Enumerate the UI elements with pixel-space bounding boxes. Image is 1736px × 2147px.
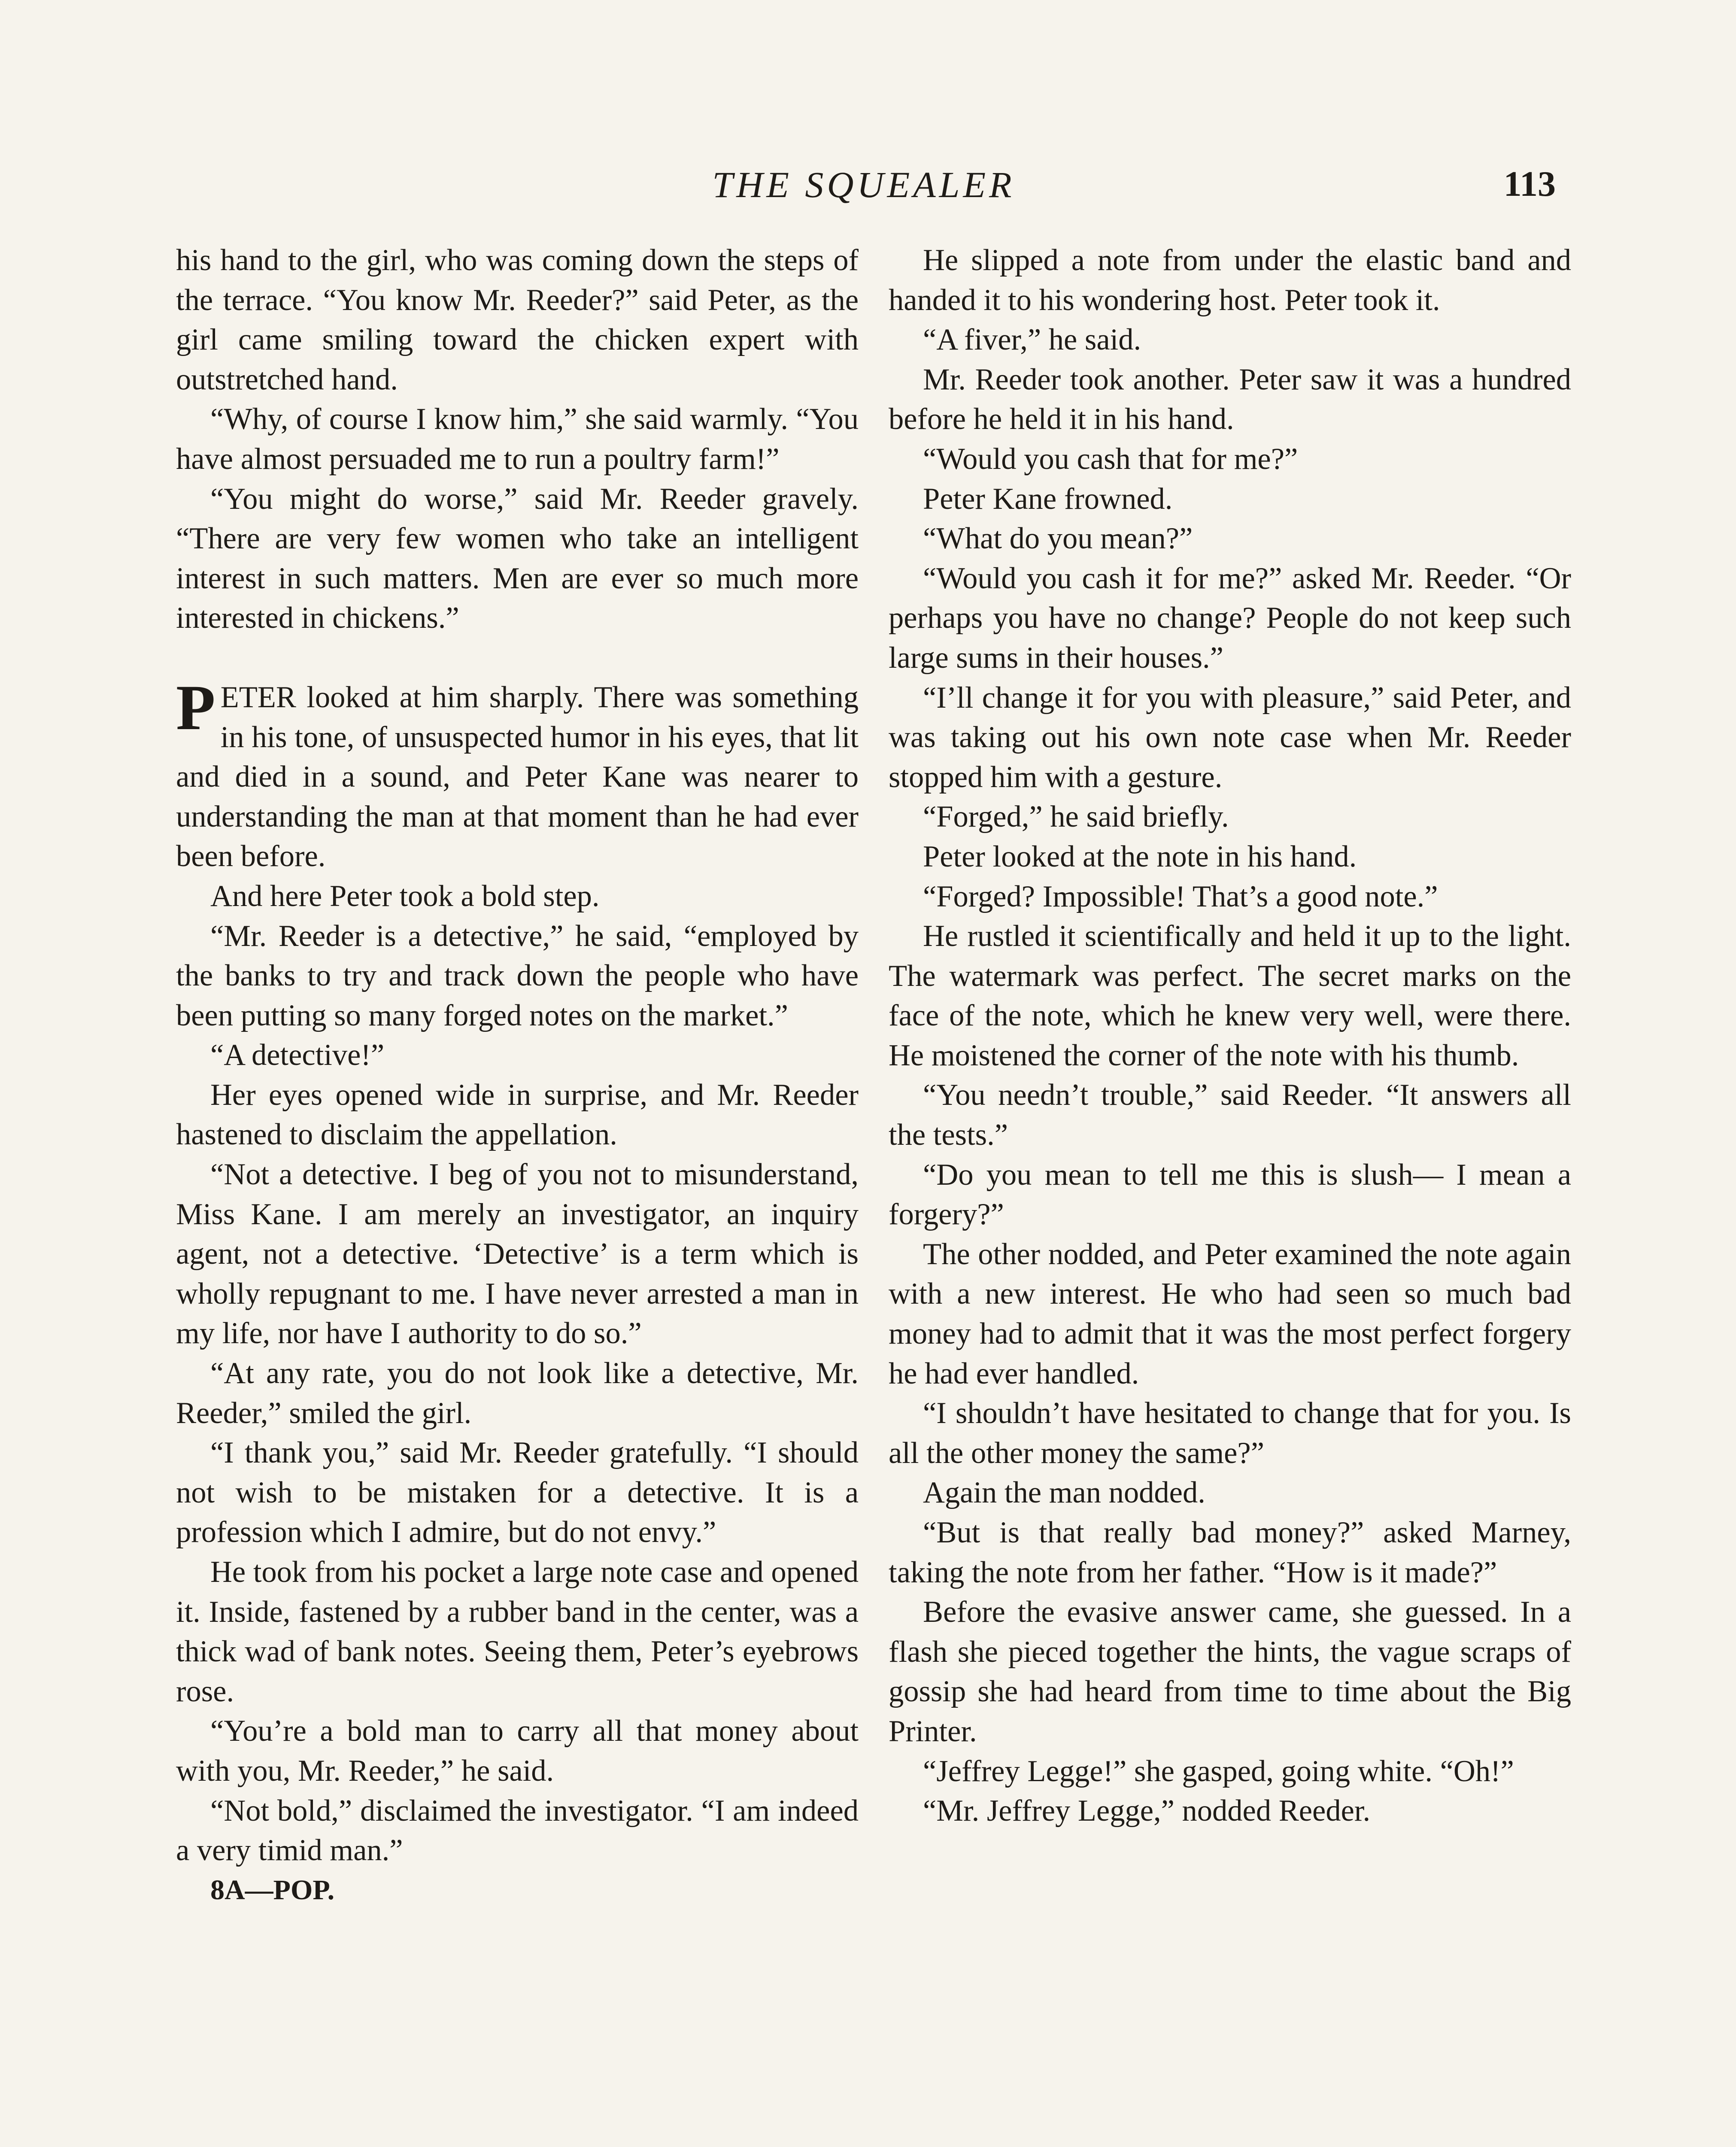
page-header [172, 163, 1556, 210]
paragraph-with-dropcap [176, 672, 859, 876]
drop-cap: P [176, 672, 215, 743]
paragraph: “Jeffrey Legge!” she gasped, going white. “Oh!” [923, 1754, 1514, 1788]
paragraph: “Why, of course I know him,” she said warmly. “You have almost persuaded me to run a poultry farm!” [176, 402, 859, 476]
paragraph: “Not bold,” disclaimed the investigator. “I am indeed a very timid man.” [176, 1794, 859, 1867]
paragraph: “You needn’t trouble,” said Reeder. “It answers all the tests.” [889, 1078, 1571, 1152]
paragraph: Peter looked at the note in his hand. [923, 839, 1357, 873]
paragraph: Her eyes opened wide in surprise, and Mr. Reeder hastened to disclaim the appellation. [176, 1078, 859, 1152]
paragraph: “You might do worse,” said Mr. Reeder gravely. “There are very few women who take an intelligent interest in such matters. Men are ever so much more interested in chickens.” [176, 482, 859, 635]
paragraph: Before the evasive answer came, she guessed. In a flash she pieced together the hints, the vague scraps of gossip she had heard from time to time about the Big Printer. [889, 1595, 1571, 1748]
signature-mark: 8A—POP. [210, 1874, 335, 1906]
page-number: 113 [1503, 164, 1556, 204]
paragraph: “Forged,” he said briefly. [923, 800, 1229, 834]
paragraph: “At any rate, you do not look like a detective, Mr. Reeder,” smiled the girl. [176, 1356, 859, 1430]
paragraph: “I’ll change it for you with pleasure,” said Peter, and was taking out his own note case when Mr. Reeder stopped him with a gesture. [889, 681, 1571, 794]
paragraph: “You’re a bold man to carry all that money about with you, Mr. Reeder,” he said. [176, 1714, 859, 1788]
paragraph: Peter Kane frowned. [923, 482, 1173, 516]
left-column [176, 240, 859, 1910]
paragraph: “A detective!” [210, 1038, 385, 1072]
paragraph: “What do you mean?” [923, 522, 1193, 556]
paragraph: “Mr. Jeffrey Legge,” nodded Reeder. [923, 1794, 1371, 1828]
paragraph: He slipped a note from under the elastic band and handed it to his wondering host. Peter took it. [889, 243, 1571, 317]
paragraph: Again the man nodded. [923, 1476, 1205, 1510]
paragraph: “Would you cash that for me?” [923, 442, 1298, 476]
paragraph: “Would you cash it for me?” asked Mr. Reeder. “Or perhaps you have no change? People do not keep such large sums in their houses.” [889, 561, 1571, 675]
paragraph: “Mr. Reeder is a detective,” he said, “employed by the banks to try and track down the people who have been putting so many forged notes on the market.” [176, 919, 859, 1032]
right-column [889, 240, 1571, 1831]
paragraph: “Do you mean to tell me this is slush— I mean a forgery?” [889, 1158, 1571, 1232]
running-title: THE SQUEALER [712, 164, 1015, 205]
paragraph: “I thank you,” said Mr. Reeder gratefully. “I should not wish to be mistaken for a detective. It is a profession which I admire, but do not envy.” [176, 1436, 859, 1549]
paragraph: “I shouldn’t have hesitated to change that for you. Is all the other money the same?” [889, 1396, 1571, 1470]
paragraph: And here Peter took a bold step. [210, 879, 600, 913]
paragraph: “But is that really bad money?” asked Marney, taking the note from her father. “How is it made?” [889, 1516, 1571, 1589]
paragraph: his hand to the girl, who was coming down the steps of the terrace. “You know Mr. Reeder?” said Peter, as the girl came smiling toward the chicken expert with outstretched hand. [176, 243, 859, 396]
paragraph: He took from his pocket a large note case and opened it. Inside, fastened by a rubber band in the center, was a thick wad of bank notes. Seeing them, Peter’s eyebrows rose. [176, 1555, 859, 1708]
paragraph: “Forged? Impossible! That’s a good note.” [923, 879, 1438, 913]
paragraph-text: ETER looked at him sharply. There was something in his tone, of unsuspected humor in his eyes, that lit and died in a sound, and Peter Kane was nearer to understanding the man at that moment than he had ever been before. [176, 680, 859, 873]
paragraph: “A fiver,” he said. [923, 323, 1141, 357]
paragraph: “Not a detective. I beg of you not to misunderstand, Miss Kane. I am merely an investigator, an inquiry agent, not a detective. ‘Detective’ is a term which is wholly repugnant to me. I have never arrested a man in my life, nor have I authority to do so.” [176, 1158, 859, 1350]
paragraph: He rustled it scientifically and held it up to the light. The watermark was perfect. The secret marks on the face of the note, which he knew very well, were there. He moistened the corner of the note with his thumb. [889, 919, 1571, 1072]
paragraph: Mr. Reeder took another. Peter saw it was a hundred before he held it in his hand. [889, 362, 1571, 436]
paragraph: The other nodded, and Peter examined the note again with a new interest. He who had seen so much bad money had to admit that it was the most perfect forgery he had ever handled. [889, 1237, 1571, 1390]
